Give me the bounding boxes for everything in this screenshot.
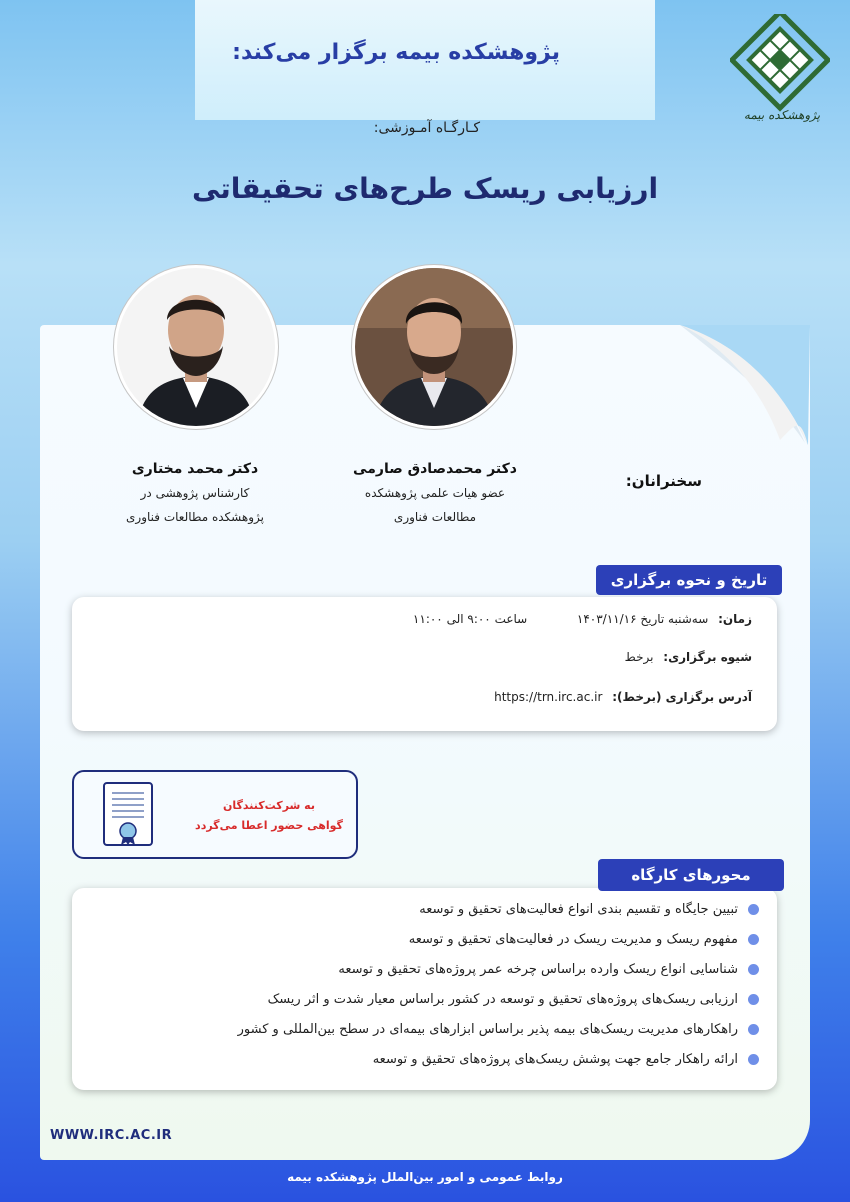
speaker-role-saremi — [330, 481, 540, 529]
certificate-icon — [102, 781, 154, 847]
website-link[interactable]: WWW.IRC.AC.IR — [50, 1128, 173, 1143]
certificate-line: به شرکت‌کنندگان — [223, 799, 315, 812]
bullet-icon — [748, 904, 759, 915]
logo-caption: پژوهشکده بیمه — [743, 108, 821, 122]
certificate-line: گواهی حضور اعطا می‌گردد — [195, 819, 343, 832]
time-row — [413, 612, 752, 626]
speaker-role-line: پژوهشکده مطالعات فناوری — [126, 510, 264, 524]
method-label: شیوه برگزاری: — [663, 650, 752, 664]
topic-text: تبیین جایگاه و تقسیم بندی انواع فعالیت‌های تحقیق و توسعه — [419, 902, 738, 917]
speaker-role-line: مطالعات فناوری — [393, 510, 477, 524]
schedule-card — [72, 597, 777, 731]
speaker-role-line: کارشناس پژوهشی در — [140, 486, 250, 500]
speaker-photo-saremi — [355, 268, 513, 426]
topics-list — [238, 898, 759, 1078]
list-item — [238, 1048, 759, 1078]
speaker-role-line: عضو هیات علمی پژوهشکده — [364, 486, 506, 500]
method-row — [625, 650, 752, 664]
workshop-title: ارزیابی ریسک طرح‌های تحقیقاتی — [191, 172, 659, 205]
topics-tab: محورهای کارگاه — [598, 859, 784, 891]
time-value: سه‌شنبه تاریخ ۱۴۰۳/۱۱/۱۶ — [576, 612, 709, 626]
person-icon — [355, 268, 513, 426]
address-row — [494, 690, 752, 704]
topic-text: شناسایی انواع ریسک وارده براساس چرخه عمر پروژه‌های تحقیق و توسعه — [338, 962, 738, 977]
speaker-name-mokhtari: دکتر محمد مختاری — [131, 461, 259, 477]
list-item — [238, 958, 759, 988]
list-item — [238, 928, 759, 958]
footer-text: روابط عمومی و امور بین‌الملل پژوهشکده بیمه — [287, 1170, 563, 1184]
header-title: پژوهشکده بیمه برگزار می‌کند: — [232, 40, 560, 65]
speakers-label: سخنرانان: — [625, 472, 702, 490]
list-item — [238, 988, 759, 1018]
list-item — [238, 1018, 759, 1048]
topic-text: مفهوم ریسک و مدیریت ریسک در فعالیت‌های تحقیق و توسعه — [408, 932, 738, 947]
topics-card — [72, 888, 777, 1090]
bullet-icon — [748, 1054, 759, 1065]
time-label: زمان: — [718, 612, 752, 626]
list-item — [238, 898, 759, 928]
speaker-photo-mokhtari — [117, 268, 275, 426]
address-label: آدرس برگزاری (برخط): — [612, 690, 752, 704]
bullet-icon — [748, 1024, 759, 1035]
person-icon — [117, 268, 275, 426]
bullet-icon — [748, 994, 759, 1005]
method-value: برخط — [624, 650, 654, 664]
topic-text: ارائه راهکار جامع جهت پوشش ریسک‌های پروژه‌های تحقیق و توسعه — [372, 1052, 738, 1067]
page-curl-decoration — [660, 325, 810, 445]
bullet-icon — [748, 964, 759, 975]
speaker-name-saremi: دکتر محمدصادق صارمی — [353, 461, 517, 477]
speaker-role-mokhtari — [90, 481, 300, 529]
certificate-text — [184, 796, 354, 836]
address-link[interactable]: https://trn.irc.ac.ir — [494, 690, 603, 704]
hours-value: ساعت ۹:۰۰ الی ۱۱:۰۰ — [412, 612, 528, 626]
certificate-box — [72, 770, 358, 859]
workshop-label: کـارگـاه آمـوزشی: — [373, 120, 480, 136]
topic-text: راهکارهای مدیریت ریسک‌های بیمه پذیر براساس ابزارهای بیمه‌ای در سطح بین‌المللی و کشور — [237, 1022, 738, 1037]
schedule-tab: تاریخ و نحوه برگزاری — [596, 565, 782, 595]
topic-text: ارزیابی ریسک‌های پروژه‌های تحقیق و توسعه در کشور براساس معیار شدت و اثر ریسک — [267, 992, 738, 1007]
bullet-icon — [748, 934, 759, 945]
